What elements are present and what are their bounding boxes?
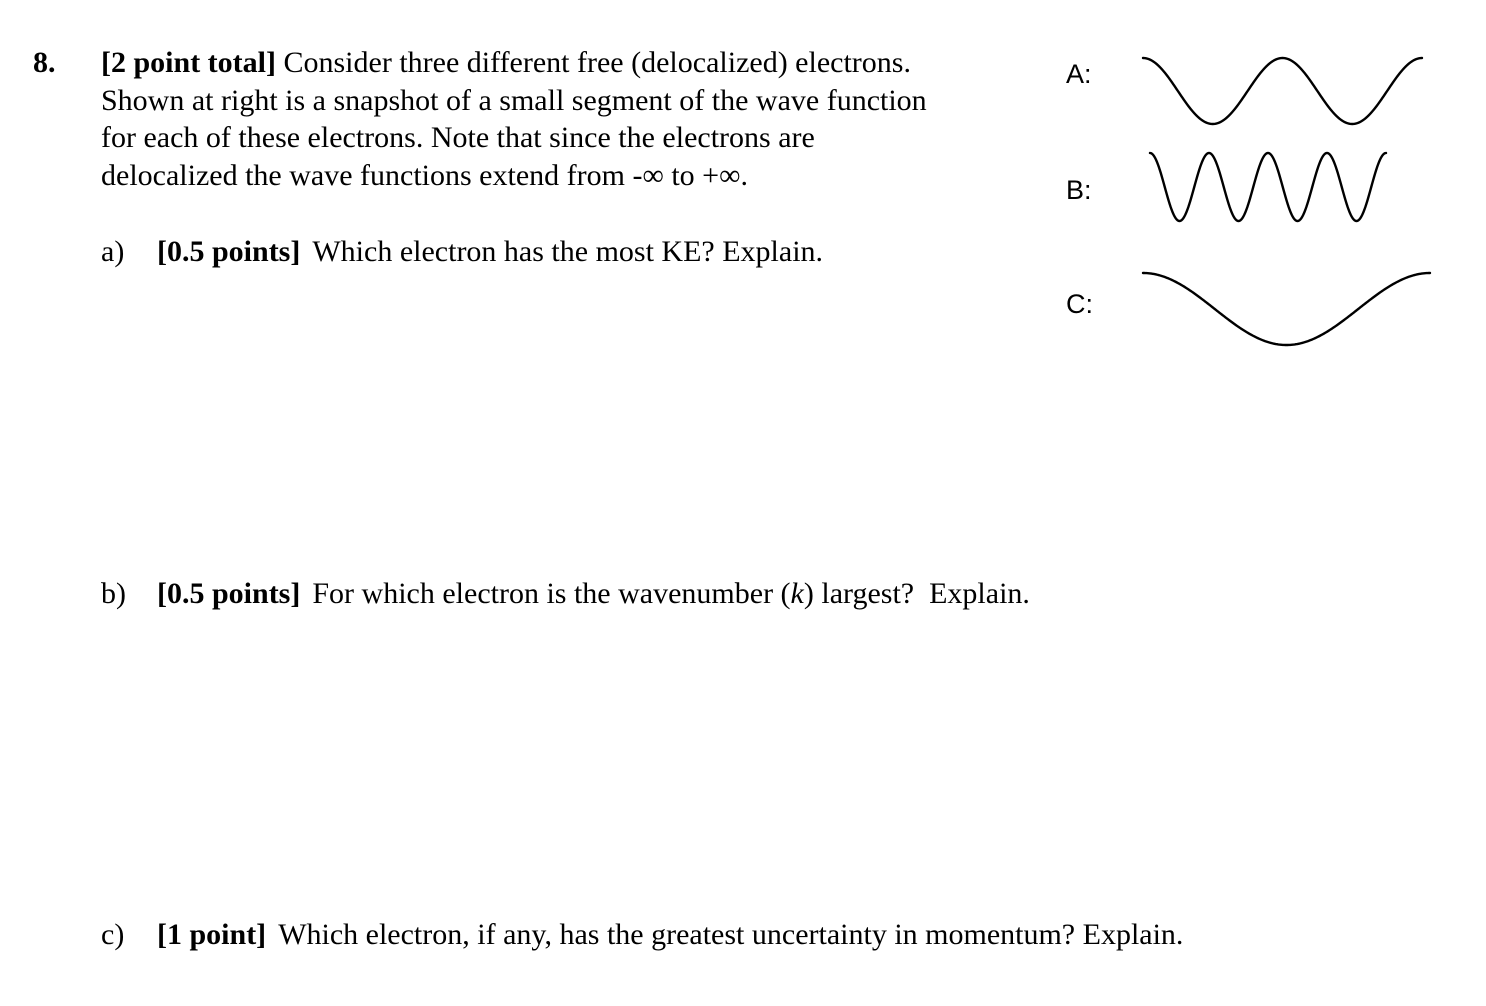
intro-line-1 (101, 44, 1031, 82)
part-a-text: Which electron has the most KE? Explain. (312, 235, 824, 268)
intro-line-3: for each of these electrons. Note that since the electrons are (101, 121, 815, 154)
part-c (101, 916, 1183, 954)
part-a (101, 233, 823, 271)
part-b (101, 575, 1030, 613)
question-points: [2 point total] (101, 46, 276, 79)
part-c-text: Which electron, if any, has the greatest uncertainty in momentum? Explain. (278, 918, 1184, 951)
part-a-label: a) (101, 235, 125, 268)
part-c-label: c) (101, 918, 125, 951)
wave-a-label: A: (1066, 59, 1092, 89)
wave-c (1143, 273, 1430, 345)
part-b-k-symbol: k (790, 577, 804, 610)
wave-c-label: C: (1066, 289, 1093, 319)
part-a-points: [0.5 points] (157, 235, 301, 268)
part-b-label: b) (101, 577, 126, 610)
part-c-points: [1 point] (157, 918, 267, 951)
wave-b (1150, 153, 1386, 221)
question-number: 8. (33, 46, 56, 79)
intro-first-text: Consider three different free (delocalized) electrons. (276, 46, 911, 79)
intro-line-2: Shown at right is a snapshot of a small segment of the wave function (101, 83, 927, 117)
wave-b-label: B: (1066, 175, 1092, 205)
intro-line-4: delocalized the wave functions extend from -∞ to +∞. (101, 158, 748, 192)
part-b-text: For which electron is the wavenumber (k) largest? Explain. (312, 577, 1030, 610)
part-b-points: [0.5 points] (157, 577, 301, 610)
question-intro (101, 44, 1031, 194)
wave-a (1143, 58, 1422, 124)
